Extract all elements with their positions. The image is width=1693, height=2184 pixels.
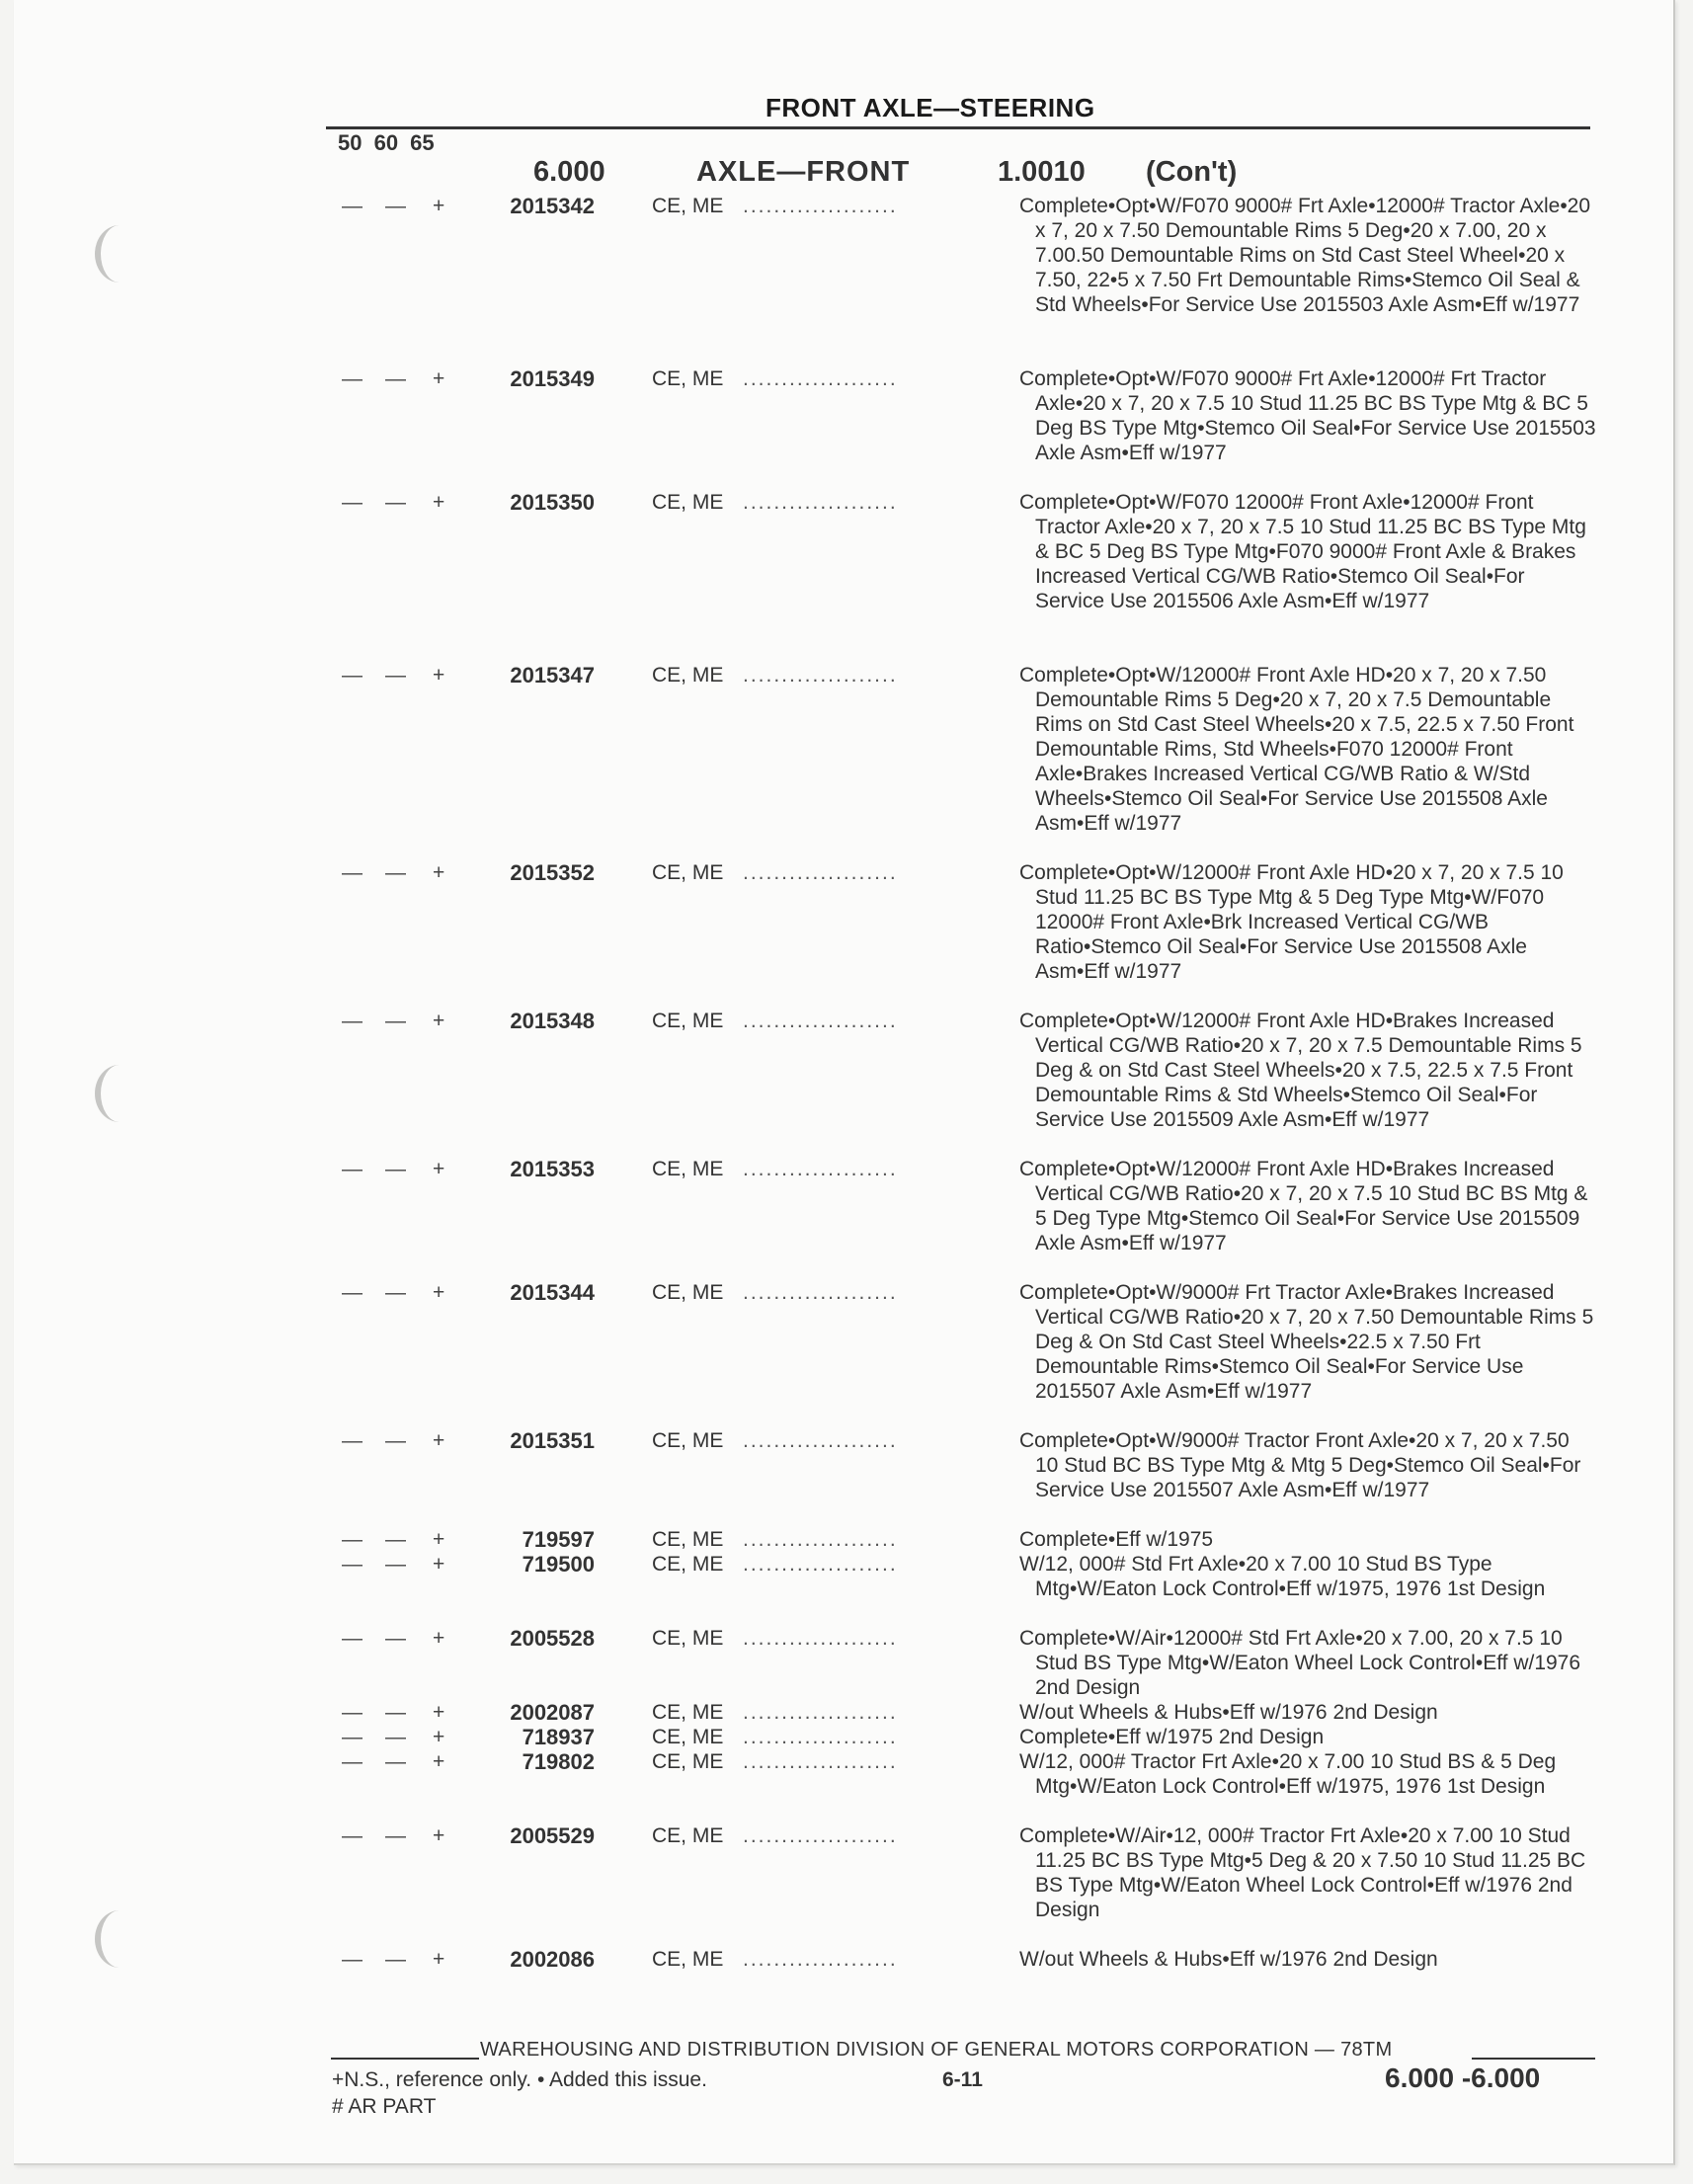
leader-dots: .................... [743,1429,898,1452]
year-65-mark: + [433,1158,445,1180]
year-60-mark: — [385,861,406,884]
part-description: Complete•Opt•W/12000# Front Axle HD•20 x 7, 20 x 7.5 10 Stud 11.25 BC BS Type Mtg & 5 Deg Type Mtg•W/F070 12000# Front Axle•Brk Increased Vertical CG/WB Ratio•Stemco Oil Seal•For Service Use 2015508 Axle Asm•Eff w/1977 [1019,861,1564,983]
year-50-mark: — [342,1627,363,1650]
footer-rule-left [331,2058,479,2060]
leader-dots: .................... [743,491,898,514]
part-number: 718937 [522,1725,595,1749]
model-codes: CE, ME [652,1948,724,1971]
page-section-range: 6.000 -6.000 [1385,2063,1541,2093]
part-description: Complete•Opt•W/12000# Front Axle HD•20 x 7, 20 x 7.50 Demountable Rims 5 Deg•20 x 7, 20 x 7.5 Demountable Rims on Std Cast Steel Wheels•20 x 7.5, 22.5 x 7.50 Front Demountable Rims, Std Wheels•F070 12000# Front Axle•Brakes Increased Vertical CG/WB Ratio & W/Std Wheels•Stemco Oil Seal•For Service Use 2015508 Axle Asm•Eff w/1977 [1019,664,1574,835]
footer-legend-ns: +N.S., reference only. • Added this issue. [332,2068,707,2091]
part-description: W/12, 000# Tractor Frt Axle•20 x 7.00 10 Stud BS & 5 Deg Mtg•W/Eaton Lock Control•Eff w/1975, 1976 1st Design [1019,1750,1557,1798]
year-50-mark: — [342,491,363,514]
part-description: Complete•Opt•W/F070 9000# Frt Axle•12000# Tractor Axle•20 x 7, 20 x 7.50 Demountable Rims 5 Deg•20 x 7.00, 20 x 7.00.50 Demountable Rims on Std Cast Steel Wheel•20 x 7.50, 22•5 x 7.50 Frt Demountable Rims•Stemco Oil Seal & Std Wheels•For Service Use 2015503 Axle Asm•Eff w/1977 [1019,195,1591,316]
year-50-mark: — [342,1824,363,1847]
year-50-mark: — [342,1701,363,1724]
year-50-mark: — [342,1429,363,1452]
leader-dots: .................... [743,1553,898,1576]
part-number: 2015353 [510,1157,595,1181]
year-60-mark: — [385,1528,406,1551]
year-50-mark: — [342,1726,363,1748]
part-number: 2015342 [510,194,595,218]
year-65-mark: + [433,1701,445,1724]
part-row [0,1700,1693,1725]
year-65-mark: + [433,1528,445,1551]
leader-dots: .................... [743,1281,898,1304]
part-description: Complete•Opt•W/12000# Front Axle HD•Brakes Increased Vertical CG/WB Ratio•20 x 7, 20 x 7.5 Demountable Rims 5 Deg & on Std Cast Steel Wheels•20 x 7.5, 22.5 x 7.5 Front Demountable Rims & Std Wheels•Stemco Oil Seal•For Service Use 2015509 Axle Asm•Eff w/1977 [1019,1010,1582,1131]
year-65-mark: + [433,1948,445,1971]
year-65-mark: + [433,367,445,390]
model-codes: CE, ME [652,1627,724,1650]
part-number: 2015349 [510,366,595,391]
part-number: 2015352 [510,860,595,885]
model-codes: CE, ME [652,1158,724,1180]
part-description: Complete•Eff w/1975 [1019,1528,1214,1551]
part-number: 2002086 [510,1947,595,1972]
leader-dots: .................... [743,1158,898,1180]
part-row [0,1749,1693,1823]
leader-dots: .................... [743,367,898,390]
leader-dots: .................... [743,861,898,884]
year-columns-header: 50 60 65 [338,130,435,155]
leader-dots: .................... [743,1701,898,1724]
year-60-mark: — [385,1948,406,1971]
year-50-mark: — [342,1010,363,1032]
part-number: 719597 [522,1527,595,1552]
model-codes: CE, ME [652,491,724,514]
part-number: 719802 [522,1749,595,1774]
year-50-mark: — [342,1528,363,1551]
part-row [0,1280,1693,1428]
year-50-mark: — [342,664,363,687]
part-row [0,1552,1693,1626]
part-description: Complete•Opt•W/9000# Frt Tractor Axle•Brakes Increased Vertical CG/WB Ratio•20 x 7, 20 x 7.50 Demountable Rims 5 Deg & On Std Cast Steel Wheels•22.5 x 7.50 Frt Demountable Rims•Stemco Oil Seal•For Service Use 2015507 Axle Asm•Eff w/1977 [1019,1281,1594,1403]
model-codes: CE, ME [652,1010,724,1032]
leader-dots: .................... [743,1824,898,1847]
footer-legend-ar: # AR PART [332,2095,437,2118]
year-60-mark: — [385,1750,406,1773]
year-65-mark: + [433,1824,445,1847]
leader-dots: .................... [743,664,898,687]
part-number: 2015348 [510,1009,595,1033]
part-number: 2015351 [510,1428,595,1453]
leader-dots: .................... [743,1726,898,1748]
year-60-mark: — [385,195,406,217]
model-codes: CE, ME [652,1726,724,1748]
part-row [0,1428,1693,1527]
part-number: 719500 [522,1552,595,1577]
year-65-mark: + [433,664,445,687]
model-codes: CE, ME [652,1824,724,1847]
year-60-mark: — [385,1824,406,1847]
part-description: Complete•W/Air•12000# Std Frt Axle•20 x 7.00, 20 x 7.5 10 Stud BS Type Mtg•W/Eaton Wheel Lock Control•Eff w/1976 2nd Design [1019,1627,1581,1699]
leader-dots: .................... [743,1528,898,1551]
part-description: Complete•Opt•W/F070 12000# Front Axle•12000# Front Tractor Axle•20 x 7, 20 x 7.5 10 Stud 11.25 BC BS Type Mtg & BC 5 Deg BS Type Mtg•F070 9000# Front Axle & Brakes Increased Vertical CG/WB Ratio•Stemco Oil Seal•For Service Use 2015506 Axle Asm•Eff w/1977 [1019,491,1586,612]
year-50-mark: — [342,1948,363,1971]
part-number: 2015350 [510,490,595,515]
model-codes: CE, ME [652,1281,724,1304]
model-codes: CE, ME [652,1701,724,1724]
year-50-mark: — [342,1750,363,1773]
section-name: AXLE—FRONT [696,156,911,188]
year-65-mark: + [433,1553,445,1576]
year-50-mark: — [342,1158,363,1180]
year-65-mark: + [433,195,445,217]
year-65-mark: + [433,1429,445,1452]
part-description: Complete•W/Air•12, 000# Tractor Frt Axle•20 x 7.00 10 Stud 11.25 BC BS Type Mtg•5 Deg & 20 x 7.50 10 Stud 11.25 BC BS Type Mtg•W/Eaton Wheel Lock Control•Eff w/1976 2nd Design [1019,1824,1586,1921]
section-continued-note: (Con't) [1146,156,1238,188]
year-65-mark: + [433,1627,445,1650]
leader-dots: .................... [743,1627,898,1650]
part-row [0,1009,1693,1157]
year-65-mark: + [433,861,445,884]
year-60-mark: — [385,664,406,687]
part-description: Complete•Opt•W/F070 9000# Frt Axle•12000# Frt Tractor Axle•20 x 7, 20 x 7.5 10 Stud 11.25 BC BS Type Mtg & BC 5 Deg BS Type Mtg•Stemco Oil Seal•For Service Use 2015503 Axle Asm•Eff w/1977 [1019,367,1596,464]
part-row [0,1626,1693,1700]
parts-list [0,194,1693,1972]
year-60-mark: — [385,491,406,514]
part-row [0,366,1693,490]
part-number: 2005528 [510,1626,595,1651]
year-50-mark: — [342,195,363,217]
year-60-mark: — [385,1158,406,1180]
year-60-mark: — [385,1726,406,1748]
part-description: W/out Wheels & Hubs•Eff w/1976 2nd Design [1019,1701,1438,1724]
footer-rule-right [1472,2058,1595,2060]
year-50-mark: — [342,1553,363,1576]
leader-dots: .................... [743,1948,898,1971]
part-number: 2015344 [510,1280,595,1305]
year-50-mark: — [342,1281,363,1304]
year-65-mark: + [433,1726,445,1748]
leader-dots: .................... [743,1750,898,1773]
part-row [0,1725,1693,1749]
model-codes: CE, ME [652,367,724,390]
model-codes: CE, ME [652,1553,724,1576]
part-row [0,1823,1693,1947]
header-divider [326,126,1590,129]
leader-dots: .................... [743,195,898,217]
part-row [0,1527,1693,1552]
part-row [0,1157,1693,1280]
year-65-mark: + [433,1010,445,1032]
part-number: 2015347 [510,663,595,688]
footer-division: WAREHOUSING AND DISTRIBUTION DIVISION OF GENERAL MOTORS CORPORATION — 78TM [480,2039,1393,2061]
part-row [0,663,1693,860]
year-60-mark: — [385,1627,406,1650]
part-description: Complete•Eff w/1975 2nd Design [1019,1726,1325,1748]
model-codes: CE, ME [652,1750,724,1773]
year-60-mark: — [385,1429,406,1452]
part-number: 2002087 [510,1700,595,1725]
page-title: FRONT AXLE—STEERING [766,93,1095,122]
model-codes: CE, ME [652,664,724,687]
section-number: 6.000 [533,156,605,188]
year-60-mark: — [385,1553,406,1576]
year-65-mark: + [433,1281,445,1304]
year-60-mark: — [385,1281,406,1304]
year-60-mark: — [385,1010,406,1032]
year-60-mark: — [385,367,406,390]
year-50-mark: — [342,861,363,884]
leader-dots: .................... [743,1010,898,1032]
year-65-mark: + [433,491,445,514]
part-row [0,860,1693,1009]
section-code: 1.0010 [998,156,1086,188]
model-codes: CE, ME [652,1429,724,1452]
part-row [0,194,1693,366]
year-65-mark: + [433,1750,445,1773]
part-description: W/out Wheels & Hubs•Eff w/1976 2nd Design [1019,1948,1438,1971]
year-60-mark: — [385,1701,406,1724]
part-description: W/12, 000# Std Frt Axle•20 x 7.00 10 Stud BS Type Mtg•W/Eaton Lock Control•Eff w/1975, 1976 1st Design [1019,1553,1546,1600]
part-description: Complete•Opt•W/12000# Front Axle HD•Brakes Increased Vertical CG/WB Ratio•20 x 7, 20 x 7.5 10 Stud BC BS Mtg & 5 Deg Type Mtg•Stemco Oil Seal•For Service Use 2015509 Axle Asm•Eff w/1977 [1019,1158,1588,1254]
year-50-mark: — [342,367,363,390]
part-description: Complete•Opt•W/9000# Tractor Front Axle•20 x 7, 20 x 7.50 10 Stud BC BS Type Mtg & Mtg 5 Deg•Stemco Oil Seal•For Service Use 2015507 Axle Asm•Eff w/1977 [1019,1429,1581,1501]
model-codes: CE, ME [652,195,724,217]
model-codes: CE, ME [652,1528,724,1551]
part-row [0,490,1693,663]
part-row [0,1947,1693,1972]
page-number: 6-11 [942,2068,983,2091]
model-codes: CE, ME [652,861,724,884]
part-number: 2005529 [510,1823,595,1848]
